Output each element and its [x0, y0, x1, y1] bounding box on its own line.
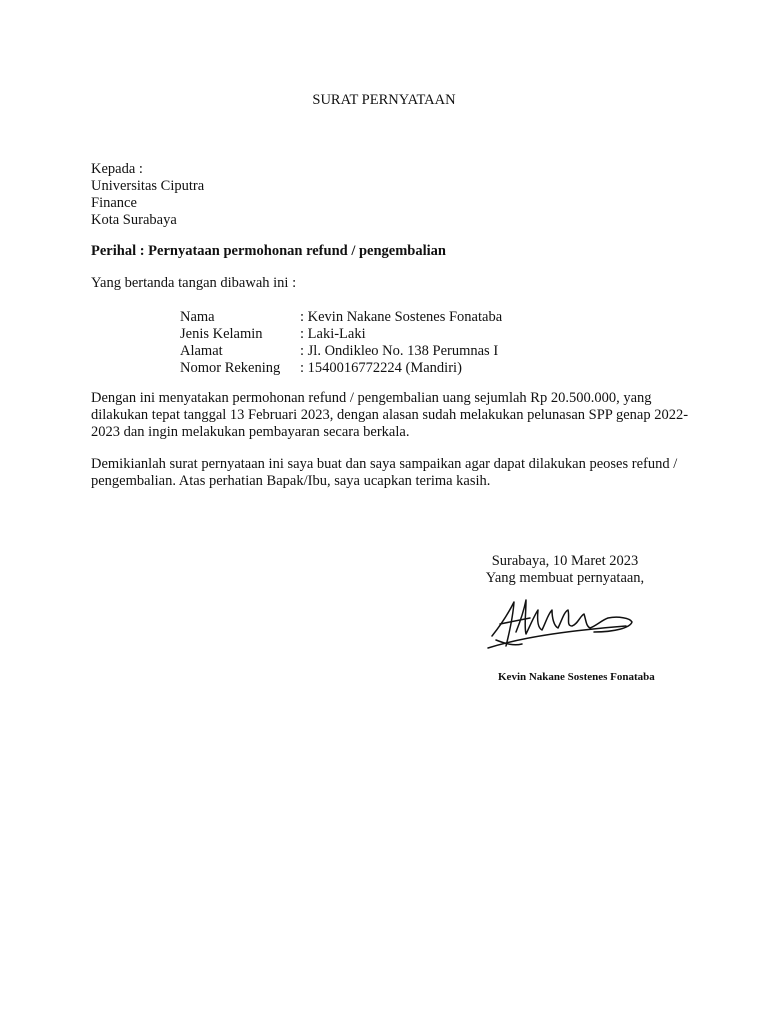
detail-value: : Jl. Ondikleo No. 138 Perumnas I	[300, 343, 499, 359]
detail-row	[180, 309, 502, 326]
detail-row	[180, 343, 502, 360]
paragraph-line: Dengan ini menyatakan permohonan refund / pengembalian uang sejumlah Rp 20.500.000, yang	[91, 390, 652, 406]
identity-details	[180, 309, 502, 377]
detail-label: Jenis Kelamin	[180, 326, 263, 342]
detail-row	[180, 326, 502, 343]
detail-label: Nomor Rekening	[180, 360, 281, 376]
recipient-line: Kepada :	[91, 161, 143, 177]
detail-label: Alamat	[180, 343, 223, 359]
paragraph-line: dilakukan tepat tanggal 13 Februari 2023, dengan alasan sudah melakukan pelunasan SPP genap 2022-	[91, 407, 689, 423]
paragraph-line: 2023 dan ingin melakukan pembayaran secara berkala.	[91, 424, 410, 440]
recipient-line: Universitas Ciputra	[91, 178, 205, 194]
closing-paragraph	[91, 456, 681, 490]
detail-value: : 1540016772224 (Mandiri)	[300, 360, 462, 376]
detail-row	[180, 360, 502, 377]
detail-value: : Laki-Laki	[300, 326, 366, 342]
detail-value: : Kevin Nakane Sostenes Fonataba	[300, 309, 503, 325]
maker-label: Yang membuat pernyataan,	[485, 570, 645, 586]
recipient-line: Kota Surabaya	[91, 212, 177, 228]
subject-line: Perihal : Pernyataan permohonan refund / pengembalian	[91, 243, 446, 259]
paragraph-line: pengembalian. Atas perhatian Bapak/Ibu, saya ucapkan terima kasih.	[91, 473, 491, 489]
place-date: Surabaya, 10 Maret 2023	[491, 553, 639, 569]
handwritten-signature	[486, 596, 636, 658]
signer-name: Kevin Nakane Sostenes Fonataba	[498, 671, 655, 683]
paragraph-line: Demikianlah surat pernyataan ini saya buat dan saya sampaikan agar dapat dilakukan peoses refund /	[91, 456, 678, 472]
recipient-block	[91, 161, 204, 229]
statement-paragraph	[91, 390, 689, 441]
closing-block	[485, 553, 645, 587]
recipient-line: Finance	[91, 195, 137, 211]
document-title: SURAT PERNYATAAN	[312, 92, 456, 108]
intro-text: Yang bertanda tangan dibawah ini :	[91, 275, 297, 291]
detail-label: Nama	[180, 309, 215, 325]
